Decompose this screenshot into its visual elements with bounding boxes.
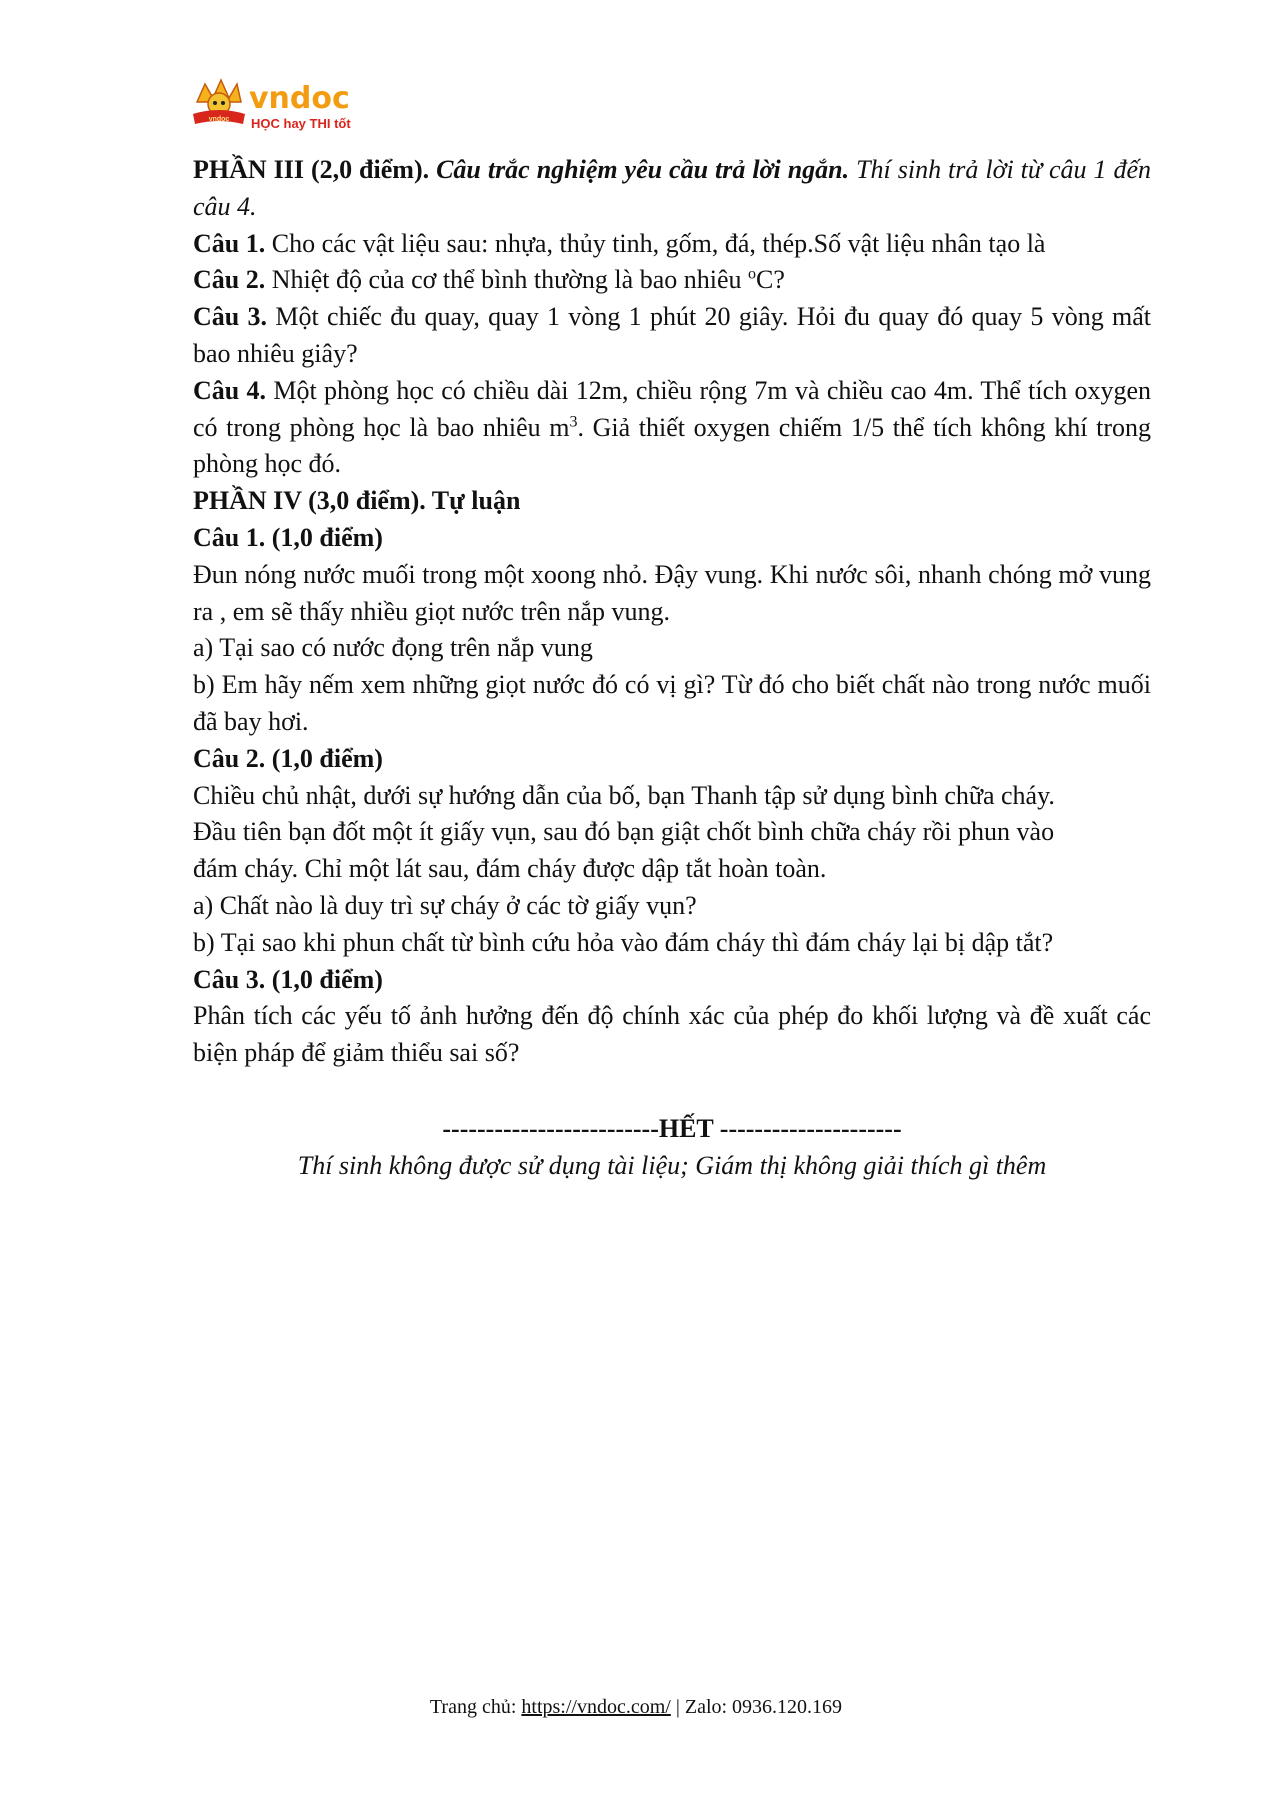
part3-instruction: Thí sinh trả lời từ câu 1 đến câu 4. (193, 155, 1152, 221)
question-text: Nhiệt độ của cơ thể bình thường là bao nhiêu (271, 265, 742, 295)
part3-question-1 (193, 226, 1151, 263)
part3-question-2 (193, 262, 1151, 299)
cubic-superscript: 3 (569, 412, 578, 430)
question-label: Câu 4. (193, 375, 267, 405)
degree-superscript: o (748, 265, 757, 283)
question-label: Câu 2. (193, 265, 266, 295)
vndoc-logo (191, 76, 371, 134)
part4-question-1-heading: Câu 1. (1,0 điểm) (193, 522, 383, 552)
logo-brand-text: vndoc (249, 81, 350, 116)
part4-question-1-b: b) Em hãy nếm xem những giọt nước đó có vị gì? Từ đó cho biết chất nào trong nước muối đã bay hơi. (193, 670, 1151, 736)
question-text: Một phòng học có chiều dài 12m, chiều rộng 7m và chiều cao 4m. Thể tích oxygen có trong phòng học là bao nhiêu m (193, 375, 1151, 442)
part3-question-4 (193, 373, 1151, 483)
part4-question-2-b: b) Tại sao khi phun chất từ bình cứu hỏa vào đám cháy thì đám cháy lại bị dập tắt? (193, 927, 1054, 957)
part3-question-3 (193, 299, 1151, 373)
part4-question-1-a: a) Tại sao có nước đọng trên nắp vung (193, 633, 593, 663)
question-text: Một chiếc đu quay, quay 1 vòng 1 phút 20 giây. Hỏi đu quay đó quay 5 vòng mất bao nhiêu giây? (193, 302, 1152, 368)
part4-question-2-line-3: đám cháy. Chỉ một lát sau, đám cháy được dập tắt hoàn toàn. (193, 854, 827, 884)
part4-question-3-heading: Câu 3. (1,0 điểm) (193, 964, 383, 994)
footer-contact: | Zalo: 0936.120.169 (675, 1696, 843, 1718)
part3-header (193, 152, 1151, 226)
end-section (193, 1110, 1151, 1184)
part4-question-2-a: a) Chất nào là duy trì sự cháy ở các tờ giấy vụn? (193, 890, 697, 920)
part3-heading: PHẦN III (2,0 điểm). (193, 155, 430, 184)
vndoc-logo-graphic (191, 76, 371, 134)
question-text: Cho các vật liệu sau: nhựa, thủy tinh, gốm, đá, thép.Số vật liệu nhân tạo là (271, 228, 1046, 258)
footer-homepage-link[interactable]: https://vndoc.com/ (521, 1696, 671, 1718)
part4-question-2-line-1: Chiều chủ nhật, dưới sự hướng dẫn của bố, bạn Thanh tập sử dụng bình chữa cháy. (193, 780, 1055, 810)
part3-subheading: Câu trắc nghiệm yêu cầu trả lời ngắn. (436, 155, 850, 184)
part4-question-2-heading: Câu 2. (1,0 điểm) (193, 743, 383, 773)
part4-question-1-text: Đun nóng nước muối trong một xoong nhỏ. Đậy vung. Khi nước sôi, nhanh chóng mở vung ra , em sẽ thấy nhiều giọt nước trên nắp vung. (193, 559, 1151, 626)
document-body (193, 152, 1151, 1072)
logo-slogan-text: HỌC hay THI tốt (251, 116, 351, 131)
footer-prefix: Trang chủ: (429, 1696, 517, 1718)
end-note: Thí sinh không được sử dụng tài liệu; Giám thị không giải thích gì thêm (297, 1151, 1047, 1180)
part4-question-2-line-2: Đầu tiên bạn đốt một ít giấy vụn, sau đó bạn giật chốt bình chữa cháy rồi phun vào (193, 817, 1055, 847)
question-label: Câu 3. (193, 302, 268, 332)
page-footer (0, 1696, 1272, 1719)
question-label: Câu 1. (193, 228, 266, 258)
logo-badge-text: vndoc (208, 116, 230, 123)
question-unit: C? (756, 265, 785, 295)
end-marker: -------------------------HẾT --------------------- (442, 1114, 902, 1143)
part4-question-3-text: Phân tích các yếu tố ảnh hưởng đến độ chính xác của phép đo khối lượng và đề xuất các biện pháp để giảm thiểu sai số? (193, 1001, 1151, 1068)
question-text-continued: . Giả thiết oxygen chiếm 1/5 thể tích không khí trong phòng học đó. (193, 412, 1151, 479)
part4-heading: PHẦN IV (3,0 điểm). Tự luận (193, 486, 521, 516)
